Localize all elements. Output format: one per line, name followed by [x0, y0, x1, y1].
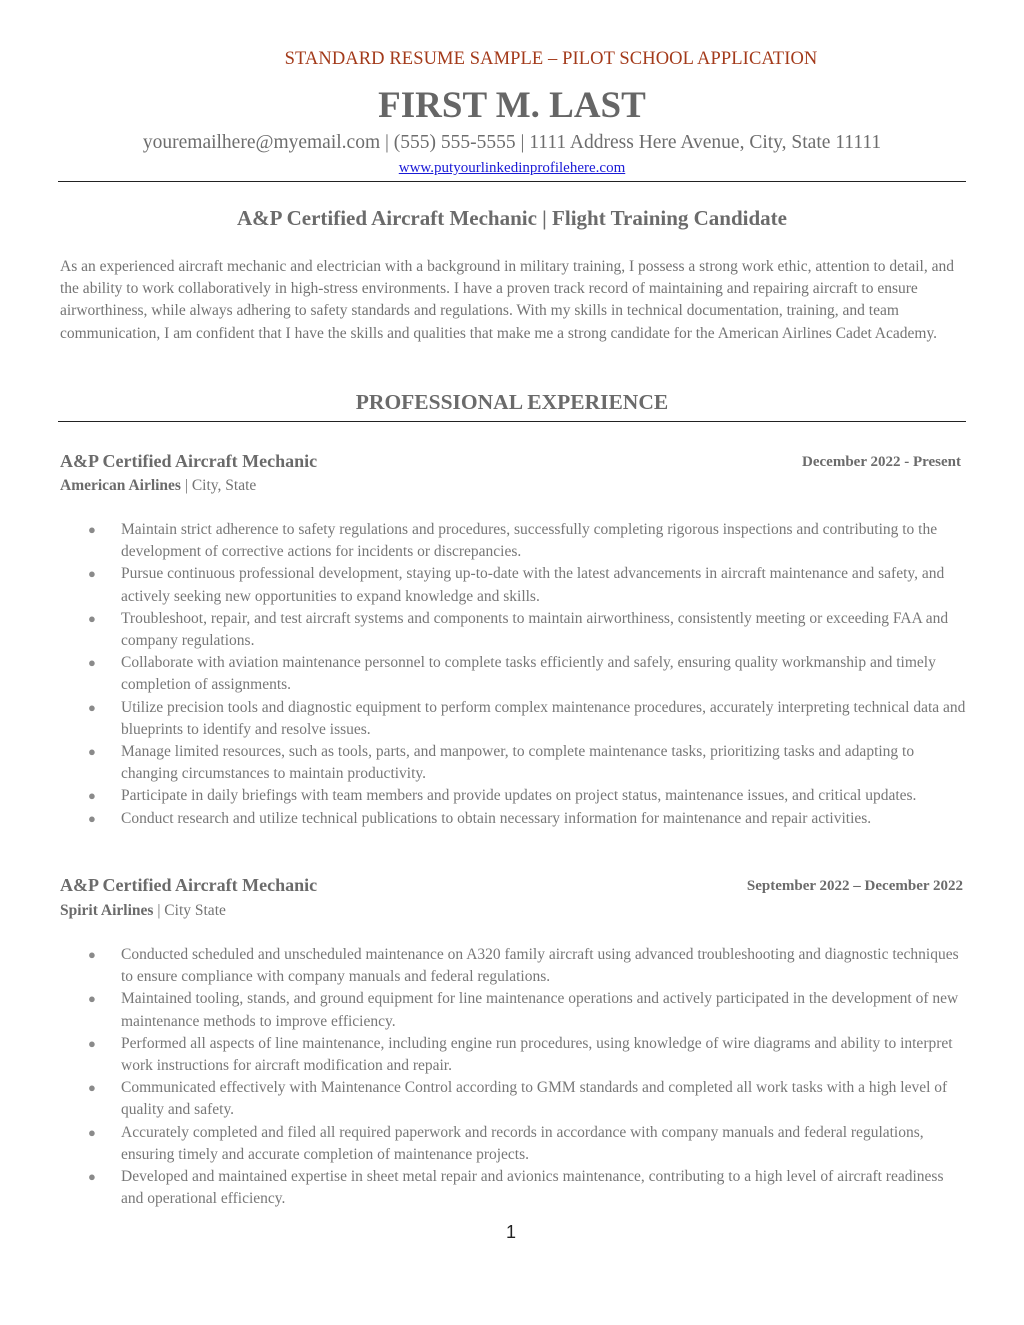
bullet-icon: ●: [88, 566, 96, 582]
list-item: ● Developed and maintained expertise in sheet metal repair and avionics maintenance, contributing to a high level of aircraft readiness and operational efficiency.: [88, 1168, 944, 1208]
bullet-icon: ●: [88, 947, 96, 962]
bullet-icon: ●: [88, 655, 96, 671]
list-item: ● Utilize precision tools and diagnostic equipment to perform complex maintenance procedures, accurately interpreting technical data and blueprints to identify and resolve issues.: [88, 698, 966, 738]
list-item: ● Pursue continuous professional development, staying up-to-date with the latest advancements in aircraft maintenance and safety, and actively seeking new opportunities to expand knowledge and skills.: [88, 565, 945, 605]
bullet-icon: ●: [88, 744, 96, 760]
contact-line: youremailhere@myemail.com | (555) 555-5555 | 1111 Address Here Avenue, City, State 11111: [142, 132, 882, 153]
bullet-icon: ●: [88, 699, 96, 715]
list-item: ● Troubleshoot, repair, and test aircraft systems and components to maintain airworthiness, consistently meeting or exceeding FAA and company regulations.: [88, 609, 949, 650]
header-divider: [58, 181, 966, 182]
list-item: ● Participate in daily briefings with team members and provide updates on project status, maintenance issues, and critical updates.: [88, 785, 968, 807]
headline: A&P Certified Aircraft Mechanic | Flight Training Candidate: [237, 206, 787, 230]
bullet-icon: ●: [88, 1169, 96, 1185]
linkedin-link[interactable]: www.putyourlinkedinprofilehere.com: [398, 160, 626, 176]
job-location: | City State: [153, 902, 226, 919]
section-title-experience: PROFESSIONAL EXPERIENCE: [355, 390, 669, 414]
page-number: 1: [505, 1222, 516, 1242]
candidate-name: FIRST M. LAST: [378, 85, 646, 126]
job-company: American Airlines: [60, 477, 181, 494]
job-location: | City, State: [180, 477, 257, 494]
list-item: ● Accurately completed and filed all required paperwork and records in accordance with company manuals and federal regulations, ensuring timely and accurate completion of maintenance projects.: [88, 1123, 924, 1163]
job-title: A&P Certified Aircraft Mechanic: [60, 875, 318, 895]
bullet-icon: ●: [88, 610, 96, 626]
section-divider: [58, 421, 966, 422]
bullet-icon: ●: [88, 788, 96, 804]
job-dates: September 2022 – December 2022: [746, 878, 963, 894]
list-item: ● Communicated effectively with Maintenance Control according to GMM standards and completed all work tasks with a high level of quality and safety.: [88, 1079, 948, 1119]
list-item: ● Maintain strict adherence to safety regulations and procedures, successfully completing rigorous inspections and contributing to the development of corrective actions for incidents or discrepancies.: [88, 521, 938, 561]
list-item: ● Conduct research and utilize technical publications to obtain necessary information for maintenance and repair activities.: [88, 808, 968, 830]
list-item: ● Collaborate with aviation maintenance personnel to complete tasks efficiently and safely, ensuring quality workmanship and timely completion of assignments.: [88, 654, 936, 694]
job-bullet-list: [88, 519, 968, 830]
bullet-icon: ●: [88, 1080, 96, 1096]
job-dates: December 2022 - Present: [802, 454, 961, 470]
list-item: ● Maintained tooling, stands, and ground equipment for line maintenance operations and actively participated in the development of new maintenance methods to improve efficiency.: [88, 990, 959, 1030]
document-banner: STANDARD RESUME SAMPLE – PILOT SCHOOL APPLICATION: [284, 49, 818, 69]
job-company: Spirit Airlines: [60, 902, 154, 919]
job-company-line: [60, 902, 226, 920]
job-bullet-list: [88, 944, 968, 1210]
bullet-icon: ●: [88, 991, 96, 1007]
bullet-icon: ●: [88, 810, 96, 826]
bullet-icon: ●: [88, 1035, 96, 1051]
list-item: ● Manage limited resources, such as tools, parts, and manpower, to complete maintenance tasks, prioritizing tasks and adapting to changing circumstances to maintain productivity.: [88, 743, 915, 783]
list-item: ● Performed all aspects of line maintenance, including engine run procedures, using knowledge of wire diagrams and ability to interpret work instructions for aircraft modification and repair.: [88, 1034, 953, 1075]
list-item: ● Conducted scheduled and unscheduled maintenance on A320 family aircraft using advanced troubleshooting and diagnostic techniques to ensure compliance with company manuals and federal regulations.: [88, 946, 959, 986]
bullet-icon: ●: [88, 522, 96, 537]
summary-paragraph: As an experienced aircraft mechanic and electrician with a background in military training, I possess a strong work ethic, attention to detail, and the ability to work collaboratively in high-stress environments. I have a proven track record of maintaining and repairing aircraft to ensure airworthiness, while always adhering to safety standards and regulations. With my skills in technical documentation, training, and team communication, I am confident that I have the skills and qualities that make me a strong candidate for the American Airlines Cadet Academy.: [60, 258, 954, 342]
job-company-line: [60, 477, 256, 495]
job-title: A&P Certified Aircraft Mechanic: [60, 451, 318, 471]
bullet-icon: ●: [88, 1124, 96, 1140]
linkedin-line: [0, 160, 1024, 177]
